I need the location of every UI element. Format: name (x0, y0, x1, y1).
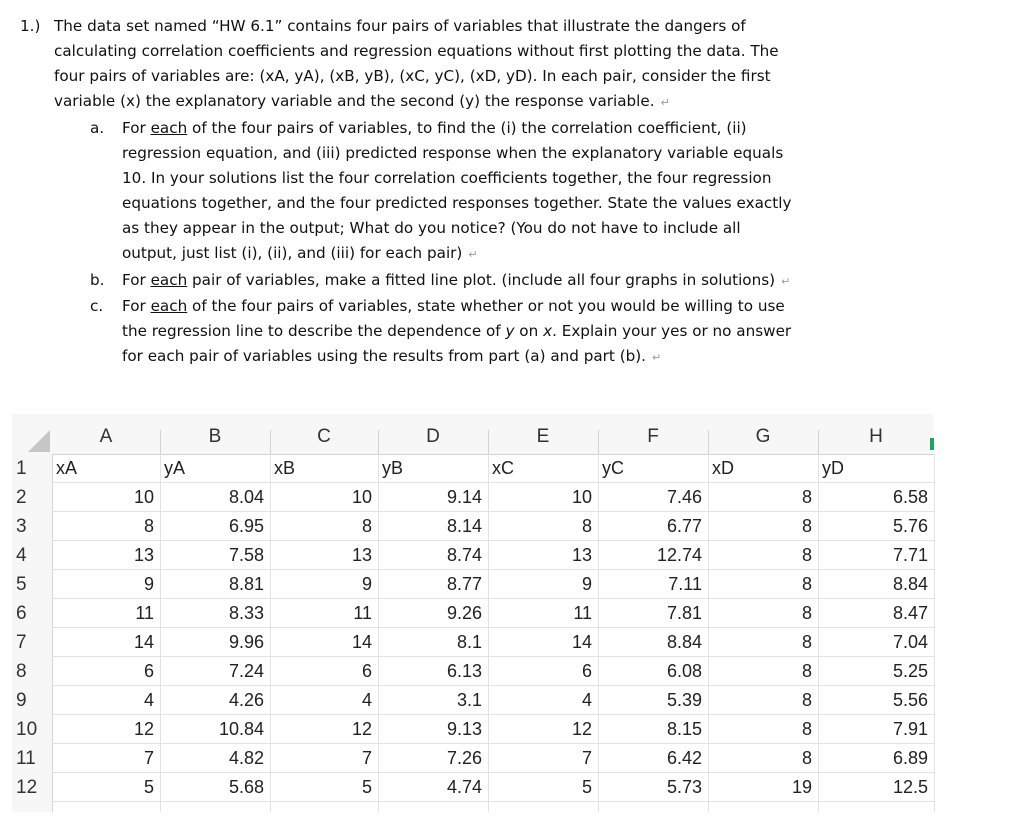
data-cell[interactable]: 10 (351, 487, 372, 507)
data-cell[interactable]: 12.74 (656, 545, 702, 565)
header-cell-ya[interactable]: yA (164, 458, 186, 478)
data-cell[interactable]: 7.46 (666, 487, 702, 507)
data-cell[interactable]: 12 (571, 719, 592, 739)
row-header-bar (12, 454, 53, 812)
data-cell[interactable]: 9 (581, 574, 592, 594)
data-cell[interactable]: 19 (791, 777, 812, 797)
data-cell[interactable]: 10 (571, 487, 592, 507)
data-cell[interactable]: 8.1 (456, 632, 482, 652)
data-cell[interactable]: 6 (361, 661, 372, 681)
column-header-g[interactable]: G (755, 426, 771, 447)
question-number: 1.) (20, 17, 41, 35)
row-header-8[interactable]: 8 (16, 661, 27, 682)
data-cell[interactable]: 14 (133, 632, 154, 652)
row-header-5[interactable]: 5 (16, 574, 27, 595)
data-cell[interactable]: 8 (361, 516, 372, 536)
data-cell[interactable]: 8 (801, 603, 812, 623)
header-cell-yc[interactable]: yC (602, 458, 624, 478)
data-cell[interactable]: 9.13 (446, 719, 482, 739)
part-b-line: For each pair of variables, make a fitted line plot. (include all four graphs in solutions) ↵ (122, 271, 791, 289)
data-cell[interactable]: 9.96 (228, 632, 264, 652)
row-header-11[interactable]: 11 (16, 748, 36, 769)
part-a-line: For each of the four pairs of variables, to find the (i) the correlation coefficient, (ii) (122, 119, 747, 137)
column-header-h[interactable]: H (869, 426, 883, 447)
data-cell[interactable]: 13 (133, 545, 154, 565)
data-cell[interactable]: 9.14 (446, 487, 482, 507)
data-cell[interactable]: 8.84 (892, 574, 928, 594)
data-cell[interactable]: 11 (573, 603, 592, 623)
grid-line (488, 454, 489, 812)
data-cell[interactable]: 7.81 (666, 603, 702, 623)
data-cell[interactable]: 11 (135, 603, 154, 623)
data-cell[interactable]: 10 (133, 487, 154, 507)
data-cell[interactable]: 7.04 (892, 632, 928, 652)
data-cell[interactable]: 14 (351, 632, 372, 652)
data-cell[interactable]: 8.14 (446, 516, 482, 536)
header-cell-xd[interactable]: xD (712, 458, 734, 478)
data-cell[interactable]: 4.82 (228, 748, 264, 768)
part-a-label: a. (90, 119, 105, 137)
column-header-f[interactable]: F (647, 426, 659, 447)
select-all-corner[interactable] (12, 414, 52, 454)
part-c-line: For each of the four pairs of variables, state whether or not you would be willing to use (122, 297, 785, 315)
data-cell[interactable]: 7.91 (892, 719, 928, 739)
part-b-label: b. (90, 271, 105, 289)
data-cell[interactable]: 4.26 (228, 690, 264, 710)
data-cell[interactable]: 7 (361, 748, 372, 768)
data-cell[interactable]: 6.42 (666, 748, 702, 768)
data-cell[interactable]: 8 (801, 545, 812, 565)
data-cell[interactable]: 7.24 (228, 661, 264, 681)
part-a-line: 10. In your solutions list the four correlation coefficients together, the four regression (122, 169, 772, 187)
paragraph-mark: ↵ (781, 275, 791, 288)
data-cell[interactable]: 6.89 (892, 748, 928, 768)
data-cell[interactable]: 7 (581, 748, 592, 768)
data-cell[interactable]: 7 (143, 748, 154, 768)
part-a-line: as they appear in the output; What do you notice? (You do not have to include all (122, 219, 741, 237)
grid-line (598, 454, 599, 812)
data-cell[interactable]: 4 (361, 690, 372, 710)
data-cell[interactable]: 8 (801, 632, 812, 652)
data-cell[interactable]: 12 (351, 719, 372, 739)
data-cell[interactable]: 5.68 (228, 777, 264, 797)
part-c-line: for each pair of variables using the results from part (a) and part (b). ↵ (122, 347, 662, 365)
paragraph-mark: ↵ (660, 96, 670, 109)
column-separator (160, 430, 161, 454)
data-cell[interactable]: 5 (361, 777, 372, 797)
header-cell-yb[interactable]: yB (382, 458, 404, 478)
data-cell[interactable]: 12 (133, 719, 154, 739)
data-cell[interactable]: 8.77 (446, 574, 482, 594)
data-cell[interactable]: 5.25 (892, 661, 928, 681)
data-cell[interactable]: 13 (571, 545, 592, 565)
column-separator (708, 430, 709, 454)
data-cell[interactable]: 8 (143, 516, 154, 536)
data-cell[interactable]: 8 (801, 574, 812, 594)
data-cell[interactable]: 4 (143, 690, 154, 710)
column-separator (818, 430, 819, 454)
data-cell[interactable]: 8.33 (228, 603, 264, 623)
data-cell[interactable]: 4.74 (446, 777, 482, 797)
data-cell[interactable]: 6.77 (666, 516, 702, 536)
column-separator (270, 430, 271, 454)
data-cell[interactable]: 12.5 (892, 777, 928, 797)
column-header-d[interactable]: D (426, 426, 440, 447)
data-cell[interactable]: 11 (353, 603, 372, 623)
header-cell-xb[interactable]: xB (274, 458, 296, 478)
data-cell[interactable]: 6.95 (228, 516, 264, 536)
data-cell[interactable]: 8.74 (446, 545, 482, 565)
data-cell[interactable]: 4 (581, 690, 592, 710)
data-cell[interactable]: 5.56 (892, 690, 928, 710)
data-cell[interactable]: 13 (351, 545, 372, 565)
row-header-6[interactable]: 6 (16, 603, 27, 624)
data-cell[interactable]: 6.08 (666, 661, 702, 681)
data-cell[interactable]: 9.26 (446, 603, 482, 623)
paragraph-mark: ↵ (652, 351, 662, 364)
column-separator (488, 430, 489, 454)
data-cell[interactable]: 8.15 (666, 719, 702, 739)
data-cell[interactable]: 7.26 (446, 748, 482, 768)
column-header-c[interactable]: C (317, 426, 331, 447)
row-header-7[interactable]: 7 (16, 632, 27, 653)
data-cell[interactable]: 7.71 (892, 545, 928, 565)
part-a-line: regression equation, and (iii) predicted response when the explanatory variable equals (122, 144, 784, 162)
data-cell[interactable]: 6.13 (446, 661, 482, 681)
part-c-label: c. (90, 297, 104, 315)
row-header-9[interactable]: 9 (16, 690, 27, 711)
part-a-line: equations together, and the four predicted responses together. State the values exactly (122, 194, 792, 212)
part-c-line: the regression line to describe the dependence of y on x. Explain your yes or no answer (122, 322, 792, 340)
data-cell[interactable]: 5 (143, 777, 154, 797)
column-separator (378, 430, 379, 454)
data-cell[interactable]: 8 (801, 748, 812, 768)
intro-line: calculating correlation coefficients and regression equations without first plotting the data. The (54, 42, 779, 60)
data-cell[interactable]: 7.58 (228, 545, 264, 565)
data-cell[interactable]: 7.11 (668, 574, 702, 594)
column-header-a[interactable]: A (99, 426, 113, 447)
intro-line: four pairs of variables are: (xA, yA), (xB, yB), (xC, yC), (xD, yD). In each pair, consider the first (54, 67, 771, 85)
paragraph-mark: ↵ (468, 248, 478, 261)
data-cell[interactable]: 8 (801, 516, 812, 536)
row-header-10[interactable]: 10 (16, 719, 38, 740)
data-cell[interactable]: 5.73 (666, 777, 702, 797)
data-cell[interactable]: 8.47 (892, 603, 928, 623)
data-cell[interactable]: 8.04 (228, 487, 264, 507)
data-cell[interactable]: 3.1 (456, 690, 482, 710)
header-cell-xc[interactable]: xC (492, 458, 514, 478)
column-header-e[interactable]: E (536, 426, 550, 447)
grid-line (270, 454, 271, 812)
header-cell-yd[interactable]: yD (822, 458, 844, 478)
column-header-b[interactable]: B (208, 426, 222, 447)
data-cell[interactable]: 8.84 (666, 632, 702, 652)
data-cell[interactable]: 10.84 (218, 719, 264, 739)
row-header-12[interactable]: 12 (16, 777, 38, 798)
data-cell[interactable]: 5.76 (892, 516, 928, 536)
row-header-4[interactable]: 4 (16, 545, 27, 566)
row-header-3[interactable]: 3 (16, 516, 27, 537)
header-cell-xa[interactable]: xA (56, 458, 78, 478)
data-cell[interactable]: 6 (143, 661, 154, 681)
row-header-1[interactable]: 1 (16, 458, 27, 479)
part-a-line: output, just list (i), (ii), and (iii) for each pair) ↵ (122, 244, 478, 262)
data-cell[interactable]: 8 (801, 661, 812, 681)
intro-line: The data set named “HW 6.1” contains four pairs of variables that illustrate the dangers of (54, 17, 746, 35)
data-cell[interactable]: 6 (581, 661, 592, 681)
data-cell[interactable]: 8 (801, 487, 812, 507)
data-cell[interactable]: 9 (143, 574, 154, 594)
data-cell[interactable]: 8 (801, 690, 812, 710)
column-header-bar (12, 414, 934, 455)
data-cell[interactable]: 8 (581, 516, 592, 536)
data-cell[interactable]: 5 (581, 777, 592, 797)
data-cell[interactable]: 8 (801, 719, 812, 739)
data-cell[interactable]: 14 (571, 632, 592, 652)
column-separator (598, 430, 599, 454)
data-cell[interactable]: 6.58 (892, 487, 928, 507)
row-header-2[interactable]: 2 (16, 487, 27, 508)
grid-line (818, 454, 819, 812)
data-cell[interactable]: 9 (361, 574, 372, 594)
grid-line (378, 454, 379, 812)
grid-line (934, 454, 935, 812)
grid-line (160, 454, 161, 812)
intro-line: variable (x) the explanatory variable and the second (y) the response variable. ↵ (54, 92, 670, 110)
data-cell[interactable]: 5.39 (666, 690, 702, 710)
spreadsheet (12, 414, 934, 812)
grid-line (708, 454, 709, 812)
data-cell[interactable]: 8.81 (228, 574, 264, 594)
